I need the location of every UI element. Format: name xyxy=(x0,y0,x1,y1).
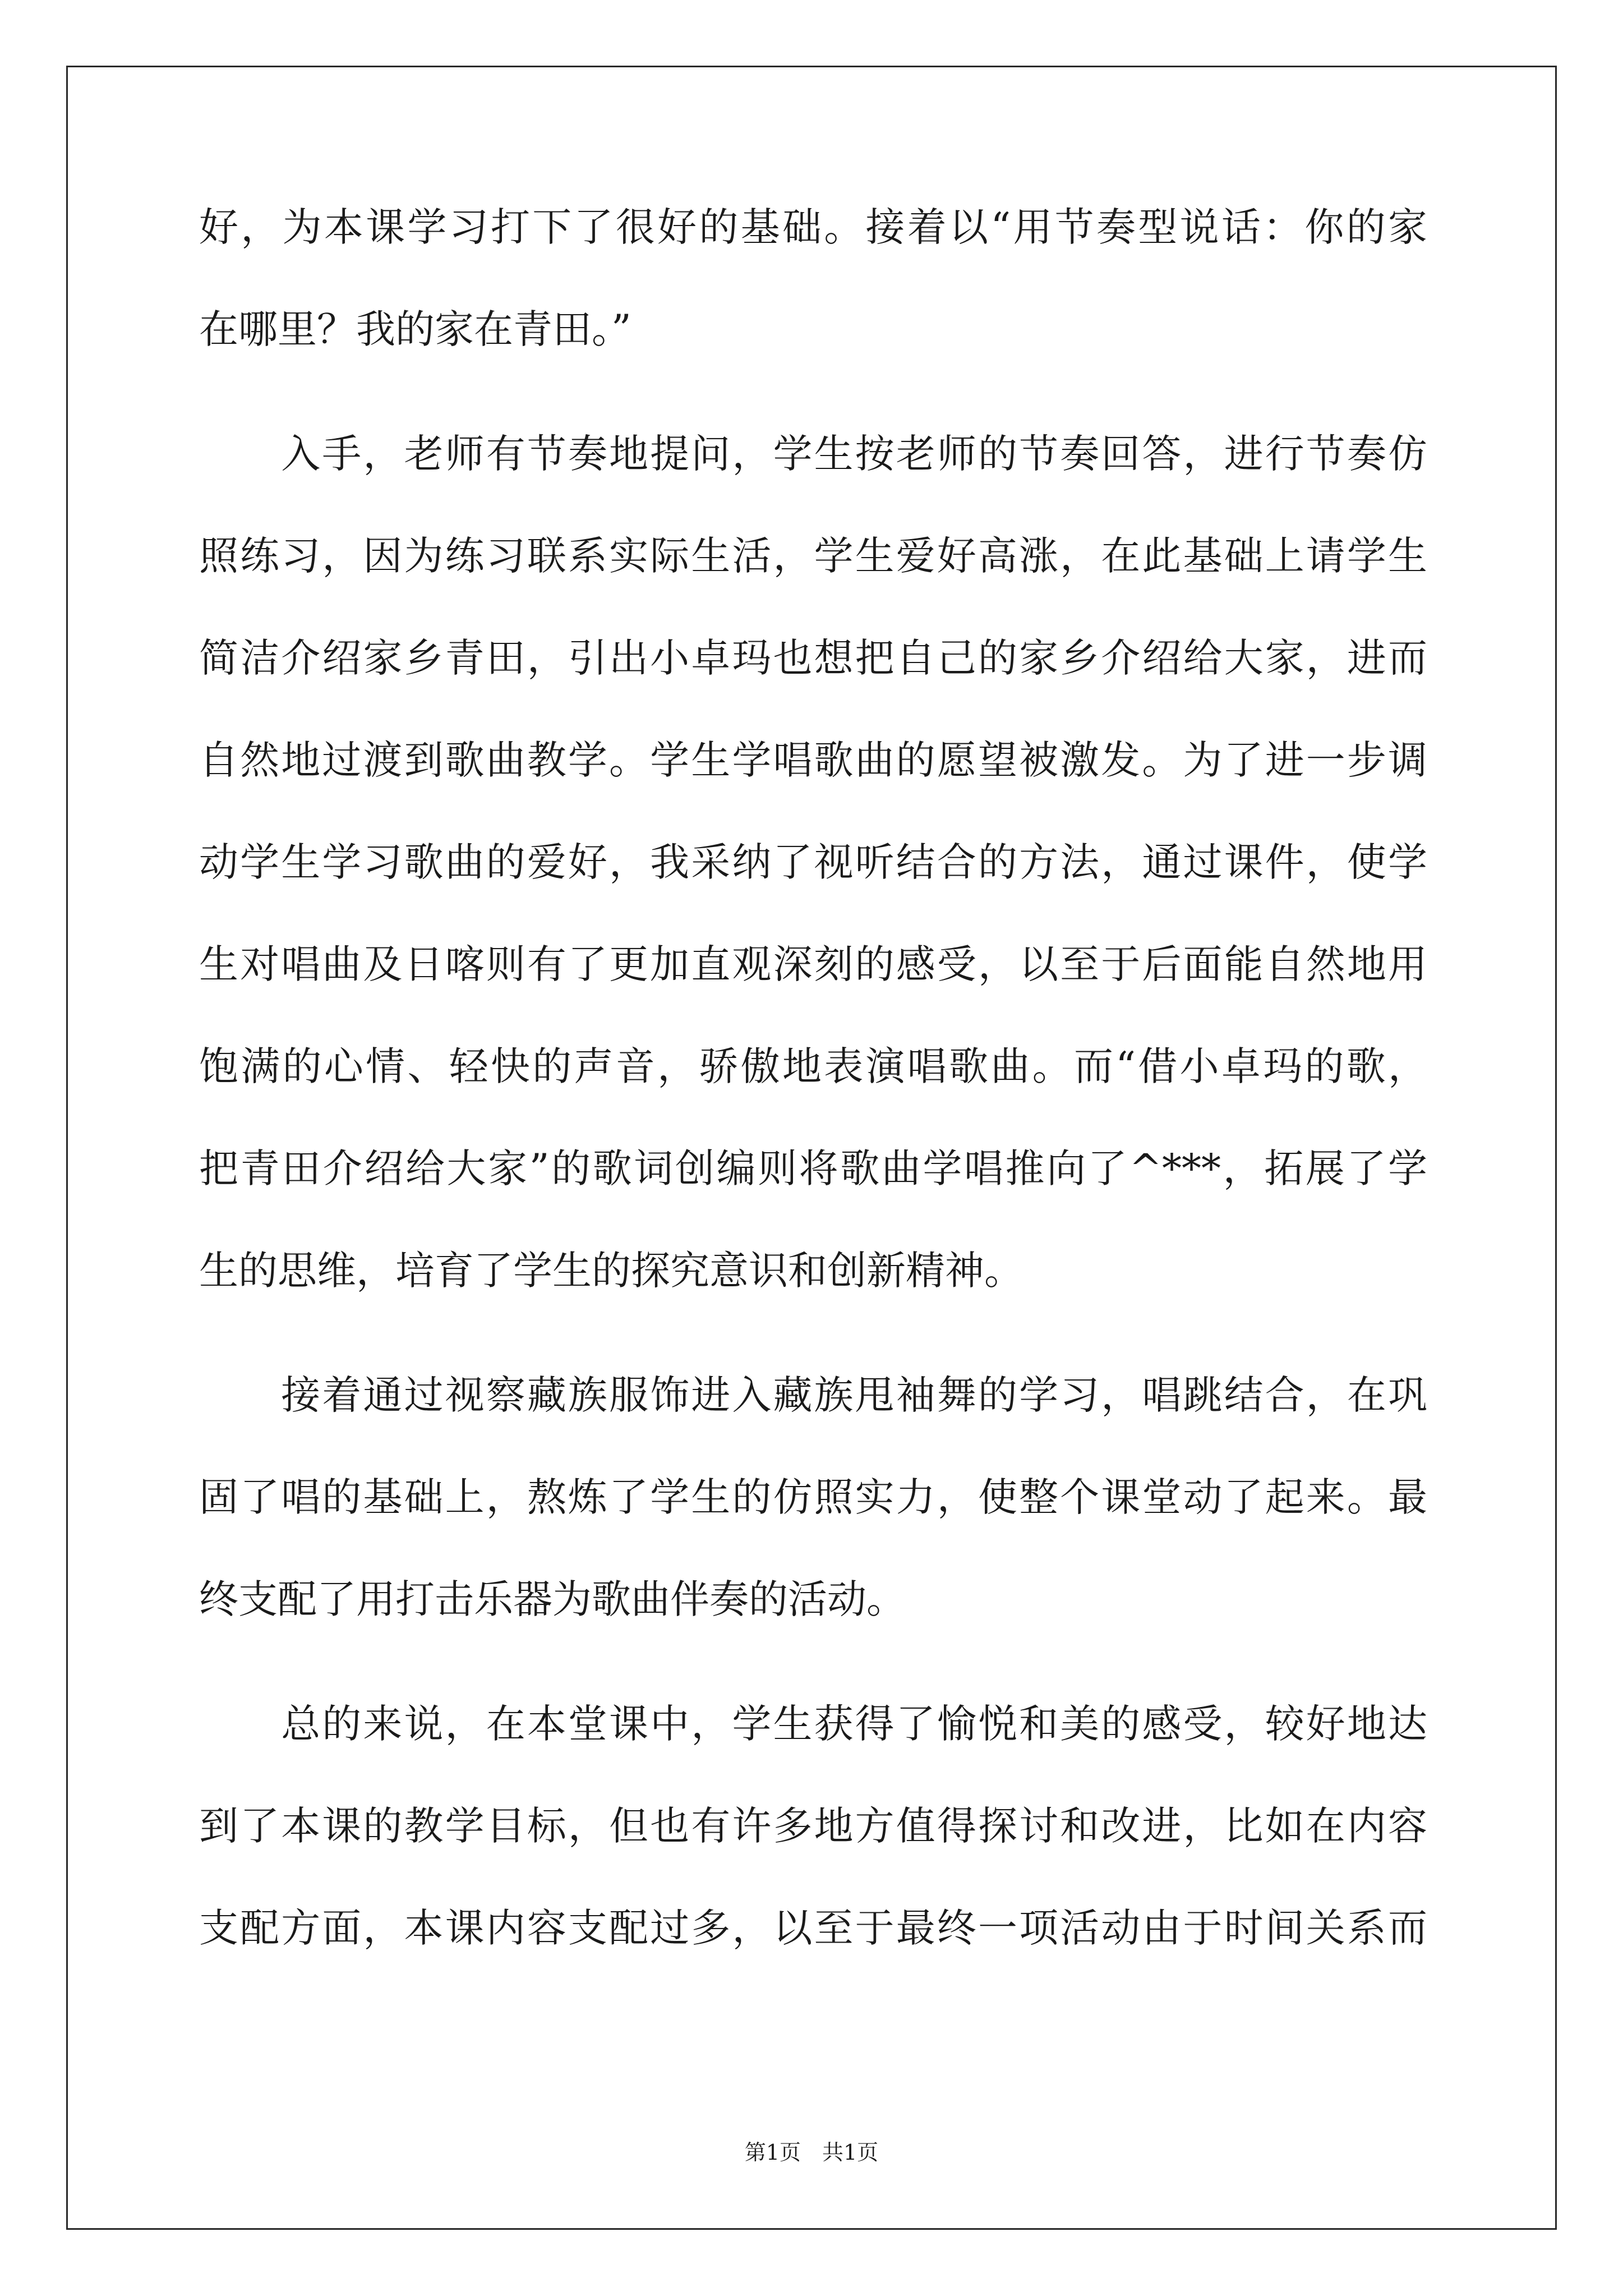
paragraph-2-line-6: 生对唱曲及日喀则有了更加直观深刻的感受，以至于后面能自然地用 xyxy=(199,941,1427,987)
paragraph-3-line-1: 接着通过视察藏族服饰进入藏族甩袖舞的学习，唱跳结合，在巩 xyxy=(199,1372,1427,1418)
paragraph-2-line-4: 自然地过渡到歌曲教学。学生学唱歌曲的愿望被激发。为了进一步调 xyxy=(199,737,1427,783)
paragraph-2-line-8: 把青田介绍给大家”的歌词创编则将歌曲学唱推向了^***，拓展了学 xyxy=(199,1145,1427,1191)
paragraph-2-line-1: 入手，老师有节奏地提问，学生按老师的节奏回答，进行节奏仿 xyxy=(199,431,1427,477)
paragraph-1-line-2: 在哪里？我的家在青田。” xyxy=(199,306,631,352)
paragraph-2-line-7: 饱满的心情、轻快的声音，骄傲地表演唱歌曲。而“借小卓玛的歌， xyxy=(199,1043,1427,1089)
paragraph-4-line-3: 支配方面，本课内容支配过多，以至于最终一项活动由于时间关系而 xyxy=(199,1905,1427,1951)
paragraph-4-line-1: 总的来说，在本堂课中，学生获得了愉悦和美的感受，较好地达 xyxy=(199,1701,1427,1747)
document-body xyxy=(199,204,1427,1951)
paragraph-1-line-1: 好，为本课学习打下了很好的基础。接着以“用节奏型说话：你的家 xyxy=(199,204,1427,250)
paragraph-4-line-2: 到了本课的教学目标，但也有许多地方值得探讨和改进，比如在内容 xyxy=(199,1803,1427,1849)
paragraph-2-line-5: 动学生学习歌曲的爱好，我采纳了视听结合的方法，通过课件，使学 xyxy=(199,839,1427,885)
paragraph-2-line-9: 生的思维，培育了学生的探究意识和创新精神。 xyxy=(199,1248,1023,1294)
paragraph-3-line-2: 固了唱的基础上，熬炼了学生的仿照实力，使整个课堂动了起来。最 xyxy=(199,1474,1427,1520)
page-number-footer: 第1页 共1页 xyxy=(744,2140,879,2165)
paragraph-2-line-3: 简洁介绍家乡青田，引出小卓玛也想把自己的家乡介绍给大家，进而 xyxy=(199,635,1427,681)
paragraph-2-line-2: 照练习，因为练习联系实际生活，学生爱好高涨，在此基础上请学生 xyxy=(199,533,1427,579)
paragraph-3-line-3: 终支配了用打击乐器为歌曲伴奏的活动。 xyxy=(199,1576,906,1622)
